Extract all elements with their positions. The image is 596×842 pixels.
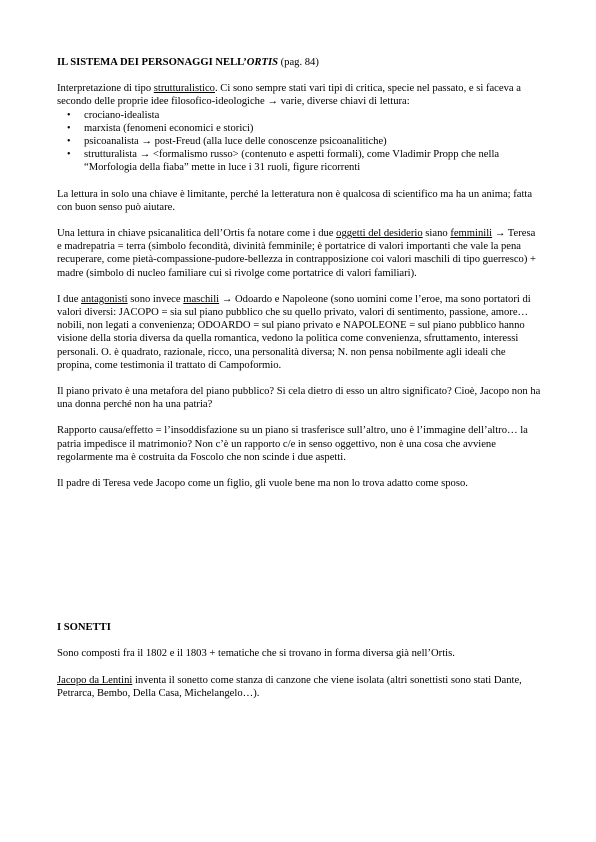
paragraph-antagonisti: I due antagonisti sono invece maschili → Odoardo e Napoleone (sono uomini come l’eroe, ma sono portatori di valori diversi: JACOPO = sia sul piano pubblico che su quello privato, valori di sentimento, passione, amore… nobili, non legati a convenienza; ODOARDO = sul piano privato e NAPOLEONE = sul piano pubblico hanno visione della storia diversa da quella romantica, vedono la politica come convenienza, sfruttamento, interessi personali. O. è quadrato, razionale, ricco, una personalità diversa; N. non pensa nobilmente agli ideali che propina, come testimonia il trattato di Campoformio. (57, 293, 531, 371)
paragraph-sonetti-date: Sono composti fra il 1802 e il 1803 + tematiche che si trovano in forma diversa già nell’Ortis. (57, 648, 455, 660)
paragraph-piano-privato: Il piano privato è una metafora del piano pubblico? Si cela dietro di esso un altro significato? Cioè, Jacopo non ha una donna perché non ha una patria? (57, 386, 541, 411)
list-item: • psicoanalista → post-Freud (alla luce delle conoscenze psicoanalitiche) (84, 135, 541, 148)
paragraph-psicanalitica: Una lettura in chiave psicanalitica dell’Ortis fa notare come i due oggetti del desiderio siano femminili → Teresa e madrepatria = terra (simbolo fecondità, divinità femminile; è portatrice di valori importanti che vale la pena recuperare, come pietà-compassione-pudore-bellezza in contrapposizione coi valori maschili di tipo guerresco) + madre (simbolo di nucleo familiare cui si rivolge come portatrice di valori familiari). (57, 228, 536, 279)
section-title-personaggi: IL SISTEMA DEI PERSONAGGI NELL’ORTIS (pag. 84) (57, 57, 319, 68)
blank-space (57, 503, 541, 621)
list-item: • crociano-idealista (84, 109, 541, 122)
paragraph-causa-effetto: Rapporto causa/effetto = l’insoddisfazione su un piano si trasferisce sull’altro, uno è l’immagine dell’altro… la patria impedisce il matrimonio? Non c’è un rapporto c/e in senso oggettivo, non è una cosa che avviene regolarmente ma è costruita da Foscolo che non scinde i due aspetti. (57, 425, 528, 463)
intro-paragraph: Interpretazione di tipo strutturalistico. Ci sono sempre stati vari tipi di critica, specie nel passato, e si faceva a secondo delle proprie idee filosofico-ideologiche → varie, diverse chiavi di lettura: (57, 83, 521, 108)
section-title-sonetti: I SONETTI (57, 622, 111, 634)
paragraph-jacopo-lentini: Jacopo da Lentini inventa il sonetto come stanza di canzone che viene isolata (altri sonettisti sono stati Dante, Petrarca, Bembo, Della Casa, Michelangelo…). (57, 674, 522, 699)
critica-list (57, 109, 541, 175)
paragraph-padre-teresa: Il padre di Teresa vede Jacopo come un figlio, gli vuole bene ma non lo trova adatto come sposo. (57, 478, 468, 490)
list-item: • marxista (fenomeni economici e storici) (84, 122, 541, 135)
list-item: • strutturalista → <formalismo russo> (contenuto e aspetti formali), come Vladimir Propp che nella “Morfologia della fiaba” mette in luce i 31 ruoli, figure ricorrenti (84, 148, 541, 174)
document-page (57, 56, 541, 713)
paragraph-lettura: La lettura in solo una chiave è limitante, perché la letteratura non è qualcosa di scientifico ma ha un anima; fatta con buon senso può aiutare. (57, 188, 533, 213)
